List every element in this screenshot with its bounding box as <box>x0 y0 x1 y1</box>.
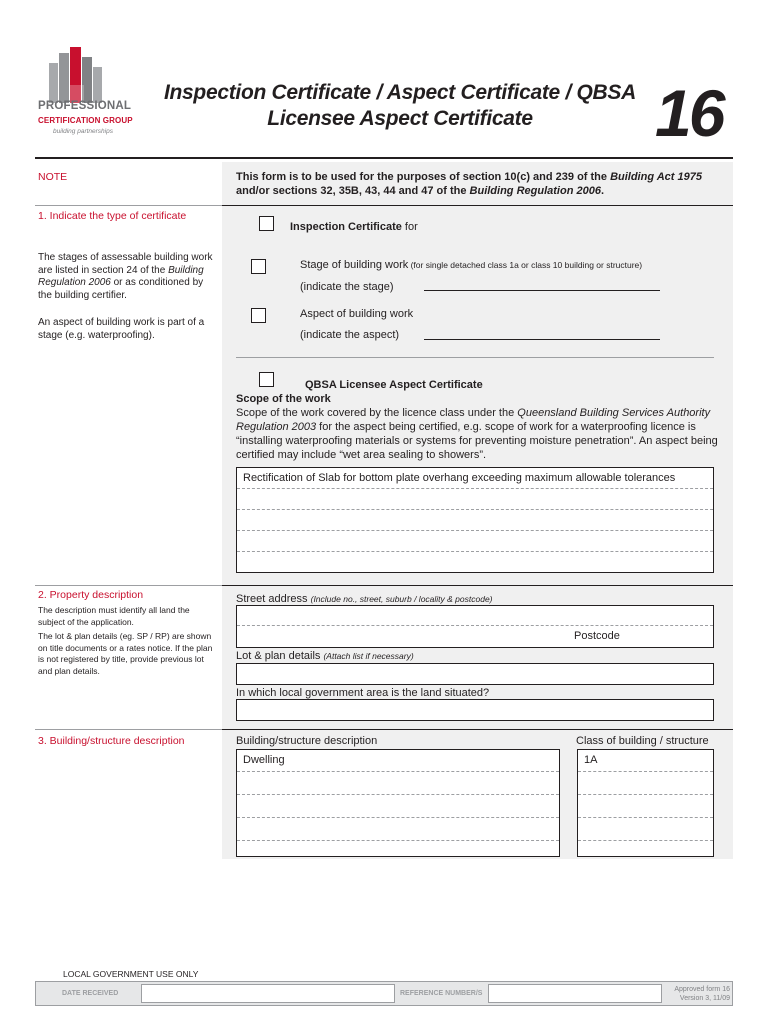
building-description-label: Building/structure description <box>236 735 378 747</box>
scope-line-1[interactable]: Rectification of Slab for bottom plate overhang exceeding maximum allowable tolerances <box>237 468 713 489</box>
building-class-label: Class of building / structure <box>576 735 709 747</box>
lot-label-text: Lot & plan details <box>236 650 321 662</box>
building-class-line-3[interactable] <box>578 796 713 818</box>
street-label-text: Street address <box>236 593 308 605</box>
stages-regulation: Building Regulation 2006 <box>38 264 204 288</box>
date-received-field[interactable] <box>141 984 395 1003</box>
section1-info-stages <box>38 252 218 302</box>
lot-plan-label <box>236 649 414 663</box>
local-government-use-strip <box>35 981 733 1006</box>
section1-heading: 1. Indicate the type of certificate <box>38 210 187 222</box>
date-received-label: DATE RECEIVED <box>62 990 119 997</box>
section-divider <box>222 585 733 586</box>
building-class-line-2[interactable] <box>578 773 713 795</box>
inspection-certificate-label <box>290 220 418 234</box>
note-heading: NOTE <box>38 171 68 183</box>
section1-subdivider <box>236 357 714 358</box>
form-number: 16 <box>655 76 723 150</box>
stage-note: (for single detached class 1a or class 10 building or structure) <box>408 260 643 270</box>
section-divider-left <box>35 205 222 206</box>
aspect-of-work-checkbox[interactable] <box>251 308 266 323</box>
logo-line1: PROFESSIONAL <box>38 100 132 112</box>
inspection-label-bold: Inspection Certificate <box>290 221 402 233</box>
section3-heading: 3. Building/structure description <box>38 735 185 747</box>
note-text <box>236 170 731 198</box>
building-desc-line-3[interactable] <box>237 796 559 818</box>
lga-label: In which local government area is the land situated? <box>236 687 490 699</box>
inspection-certificate-checkbox[interactable] <box>259 216 274 231</box>
stage-of-work-label <box>300 258 642 272</box>
building-desc-line-2[interactable] <box>237 773 559 795</box>
scope-heading: Scope of the work <box>236 393 331 405</box>
lot-note: (Attach list if necessary) <box>323 651 414 661</box>
note-text-part3: . <box>600 185 604 197</box>
note-act-name: Building Act 1975 <box>610 171 702 183</box>
section1-info-aspect: An aspect of building work is part of a stage (e.g. waterproofing). <box>38 317 205 341</box>
building-desc-line-4[interactable] <box>237 819 559 841</box>
street-note: (Include no., street, suburb / locality & postcode) <box>310 594 493 604</box>
indicate-aspect-label: (indicate the aspect) <box>300 329 400 341</box>
logo-line2: CERTIFICATION GROUP <box>38 116 133 125</box>
building-desc-line-1[interactable]: Dwelling <box>237 750 559 772</box>
approved-form-note <box>664 985 730 1003</box>
note-text-part1: This form is to be used for the purposes of section 10(c) and 239 of the <box>236 171 611 183</box>
stage-of-work-checkbox[interactable] <box>251 259 266 274</box>
section-divider <box>222 205 733 206</box>
scope-of-work-box[interactable] <box>236 467 714 573</box>
form-title <box>150 80 650 132</box>
section-divider-left <box>35 585 222 586</box>
scope-text-a: Scope of the work covered by the licence class under the <box>236 407 518 419</box>
scope-regulation: Queensland Building Services Authority Regulation 2003 <box>236 407 711 433</box>
scope-line-2[interactable] <box>237 489 713 510</box>
section2-heading: 2. Property description <box>38 589 144 601</box>
indicate-stage-label: (indicate the stage) <box>300 281 394 293</box>
scope-text-b: for the aspect being certified, e.g. scope of work for a waterproofing licence is “installing waterproofing materials or systems for preventing moisture penetration”. An aspect being certified may include “wet area sealing to showers”. <box>236 421 718 461</box>
qbsa-certificate-checkbox[interactable] <box>259 372 274 387</box>
lot-plan-field[interactable] <box>236 663 714 685</box>
reference-numbers-label: REFERENCE NUMBER/S <box>400 990 483 997</box>
section2-info-land: The description must identify all land the subject of the application. <box>38 605 190 627</box>
aspect-input-line[interactable] <box>424 339 660 340</box>
section2-info-lotplan: The lot & plan details (eg. SP / RP) are shown on title documents or a rates notice. If the plan is not registered by title, provide previous lot and plan details. <box>38 631 213 676</box>
header-divider <box>35 157 733 159</box>
building-class-line-4[interactable] <box>578 819 713 841</box>
section-divider <box>222 729 733 730</box>
aspect-of-work-label: Aspect of building work <box>300 308 414 320</box>
street-address-field[interactable] <box>236 605 714 648</box>
reference-numbers-field[interactable] <box>488 984 662 1003</box>
scope-line-4[interactable] <box>237 531 713 552</box>
section-divider-left <box>35 729 222 730</box>
building-description-box[interactable] <box>236 749 560 857</box>
stages-text-b: or as conditioned by the building certifier. <box>38 277 204 301</box>
scope-description <box>236 406 731 462</box>
lga-field[interactable] <box>236 699 714 721</box>
version-line: Version 3, 11/09 <box>679 995 730 1002</box>
scope-line-3[interactable] <box>237 510 713 531</box>
building-class-box[interactable] <box>577 749 714 857</box>
building-class-line-1[interactable]: 1A <box>578 750 713 772</box>
stage-label-text: Stage of building work <box>300 259 409 271</box>
approved-form-line: Approved form 16 <box>674 986 730 993</box>
street-address-label <box>236 592 493 606</box>
note-regulation-name: Building Regulation 2006 <box>469 185 601 197</box>
qbsa-certificate-label: QBSA Licensee Aspect Certificate <box>305 379 483 391</box>
stages-text-a: The stages of assessable building work are listed in section 24 of the <box>38 252 213 276</box>
logo-tagline: building partnerships <box>53 128 113 135</box>
note-text-part2: and/or sections 32, 35B, 43, 44 and 47 of the <box>236 185 470 197</box>
stage-input-line[interactable] <box>424 290 660 291</box>
postcode-label: Postcode <box>574 630 620 642</box>
street-address-line-1[interactable] <box>237 606 713 626</box>
local-government-use-heading: LOCAL GOVERNMENT USE ONLY <box>63 969 199 979</box>
form-title-line2: Licensee Aspect Certificate <box>267 107 533 130</box>
form-title-line1: Inspection Certificate / Aspect Certificate / QBSA <box>163 81 636 104</box>
inspection-for: for <box>401 221 418 233</box>
